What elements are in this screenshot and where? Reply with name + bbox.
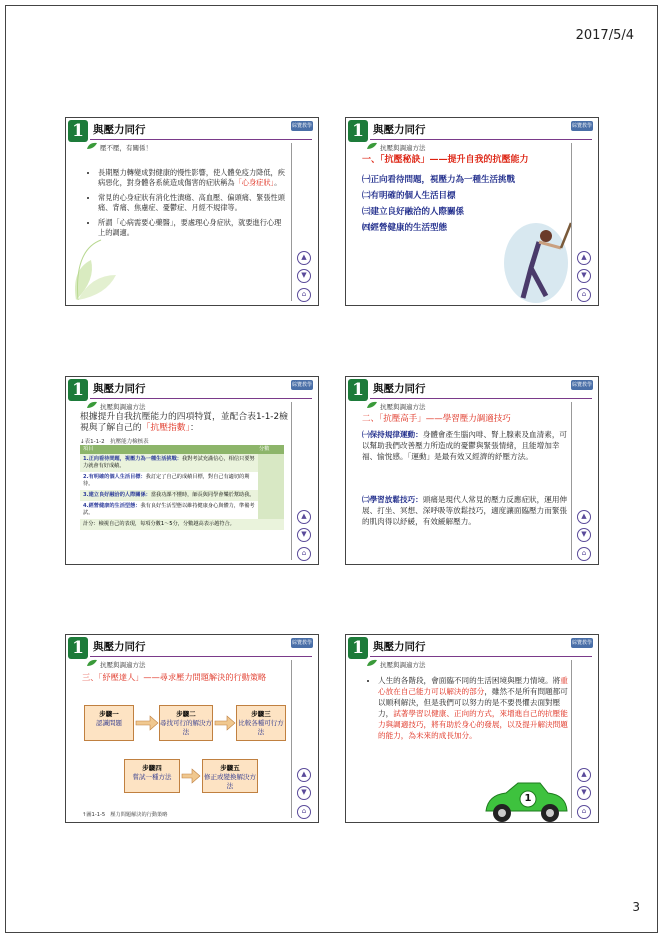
nav-home-button[interactable]: ⌂ (577, 288, 591, 302)
arrow-icon (136, 716, 158, 730)
nav-home-button[interactable]: ⌂ (297, 547, 311, 561)
slide-header (66, 377, 318, 399)
table-header-item: 項目 (83, 446, 94, 452)
table-row: 1.正向看待問題，視壓力為一種生活挑戰：我對考試充滿信心，相信只要努力就會有好成績。 (80, 454, 284, 472)
slide-3[interactable] (65, 376, 319, 565)
bullet-item: • 人生的各階段，會面臨不同的生活困境與壓力情境。將重心放在自己能力可以解決的部分，雖然不是所有問題都可以順利解決，但是我們可以努力的是不要畏懼去面對壓力，試著學習以健康、正向的方式，來增進自己的抗壓能力與調適技巧，將有助於身心的發展，以及提升解決問題的能力，為未來的成長加分。 (378, 675, 568, 741)
list-item: ㈡有明確的個人生活目標 (362, 191, 456, 201)
table-footer: 計分：檢視自己的表現，每項分數1～5分，分數越高表示越符合。 (83, 521, 235, 527)
table-header-score: 分數 (259, 446, 270, 452)
bullet-list (368, 675, 568, 746)
overview-button[interactable]: 綜覽教學 (571, 382, 592, 388)
step-box: 步驟三 比較各種可行方法 (236, 705, 286, 741)
nav-up-button[interactable]: ▲ (297, 768, 311, 782)
leaf-icon (86, 142, 98, 150)
flow-arrows (66, 635, 319, 823)
nav-home-button[interactable]: ⌂ (577, 547, 591, 561)
bullet-item: • 長期壓力轉變成對健康的慢性影響，使人體免疫力降低，疾病惡化，對身體各系統造成傷害的症狀稱為「心身症狀」。 (98, 168, 288, 188)
baseball-player-illustration (501, 218, 576, 303)
slide-subtitle: 抗壓與調適方法 (100, 661, 146, 669)
slide-heading: 三、「紓壓達人」——尋求壓力問題解決的行動策略 (82, 672, 267, 682)
slide-subtitle: 抗壓與調適方法 (380, 403, 426, 411)
unit-title: 與壓力同行 (373, 383, 426, 395)
slide-header (66, 118, 318, 140)
step-box: 步驟二 尋找可行的解決方法 (159, 705, 213, 741)
nav-home-button[interactable]: ⌂ (297, 288, 311, 302)
nav-home-button[interactable]: ⌂ (297, 805, 311, 819)
nav-down-button[interactable]: ▼ (297, 528, 311, 542)
nav-down-button[interactable]: ▼ (577, 269, 591, 283)
unit-title: 與壓力同行 (93, 641, 146, 653)
nav-up-button[interactable]: ▲ (297, 510, 311, 524)
slide-subtitle: 抗壓與調適方法 (380, 661, 426, 669)
car-number: 1 (524, 793, 532, 804)
nav-divider (291, 660, 292, 818)
nav-up-button[interactable]: ▲ (577, 510, 591, 524)
slide-5[interactable] (65, 634, 319, 823)
intro-text: 根據提升自我抗壓能力的四項特質，並配合表1-1-2檢視與了解自己的「抗壓指數」： (80, 412, 288, 433)
arrow-icon (182, 769, 200, 783)
slide-4[interactable] (345, 376, 599, 565)
leaf-icon (366, 401, 378, 409)
slide-heading: 一、「抗壓秘訣」——提升自我的抗壓能力 (362, 155, 529, 165)
nav-up-button[interactable]: ▲ (297, 251, 311, 265)
page-number: 3 (632, 900, 640, 914)
overview-button[interactable]: 綜覽教學 (291, 123, 312, 129)
slide-subtitle: 壓不壓，有關係！ (100, 144, 152, 152)
header-divider (90, 398, 312, 399)
leaf-icon (366, 142, 378, 150)
list-item: ㈠正向看待問題，視壓力為一種生活挑戰 (362, 175, 516, 185)
table-row: 2.有明確的個人生活目標：我訂定了自己的成績目標，對自己有適切的期待。 (80, 472, 284, 490)
table-row: 3.建立良好融洽的人際關係：當我功課不懂時，師長與同學會樂於幫助我。 (80, 490, 284, 501)
slide-2[interactable] (345, 117, 599, 306)
bullet-list (88, 168, 288, 243)
overview-button[interactable]: 綜覽教學 (571, 123, 592, 129)
arrow-icon (215, 716, 235, 730)
table-row: 4.經營健康的生活型態：我有良好生活型態以維持健康身心與體力，準備考試。 (80, 501, 284, 519)
nav-down-button[interactable]: ▼ (577, 786, 591, 800)
overview-button[interactable]: 綜覽教學 (291, 382, 312, 388)
nav-divider (571, 660, 572, 818)
nav-home-button[interactable]: ⌂ (577, 805, 591, 819)
paragraph-1: ㈠保持規律運動：身體會產生腦內啡、腎上腺素及血清素，可以幫助我們改善壓力所造成的憂鬱與緊張情緒，且能增加幸福、愉悅感。「運動」是最有效又經濟的紓壓方法。 (362, 430, 568, 461)
slide-header (346, 377, 598, 399)
unit-badge: 1 (348, 379, 368, 401)
slide-subtitle: 抗壓與調適方法 (100, 403, 146, 411)
nav-up-button[interactable]: ▲ (577, 251, 591, 265)
nav-up-button[interactable]: ▲ (577, 768, 591, 782)
nav-down-button[interactable]: ▼ (297, 786, 311, 800)
slide-header (346, 118, 598, 140)
step-box: 步驟一 認識問題 (84, 705, 134, 741)
resilience-table (80, 445, 284, 530)
header-divider (370, 139, 592, 140)
slide-header (346, 635, 598, 657)
bullet-item: • 所謂「心病需要心藥醫」，要處理心身症狀，就要進行心理上的調適。 (98, 218, 288, 238)
bullet-item: • 常見的心身症狀有消化性潰瘍、高血壓、偏頭痛、緊張性頭痛、背痛、焦慮症、憂鬱症、月經不規律等。 (98, 193, 288, 213)
nav-divider (571, 143, 572, 301)
print-date: 2017/5/4 (575, 28, 634, 43)
unit-title: 與壓力同行 (93, 124, 146, 136)
nav-divider (571, 402, 572, 560)
unit-badge: 1 (348, 637, 368, 659)
unit-title: 與壓力同行 (93, 383, 146, 395)
step-box: 步驟四 嘗試一種方法 (124, 759, 180, 793)
nav-down-button[interactable]: ▼ (297, 269, 311, 283)
paragraph-2: ㈡學習放鬆技巧：頭痛是現代人常見的壓力反應症狀，運用伸展、打坐、冥想、深呼吸等放鬆技巧，適度讓面臨壓力而緊張的肌肉得以紓緩，有效緩解壓力。 (362, 495, 568, 526)
slide-subtitle: 抗壓與調適方法 (380, 144, 426, 152)
nav-down-button[interactable]: ▼ (577, 528, 591, 542)
unit-badge: 1 (348, 120, 368, 142)
list-item: ㈣經營健康的生活型態 (362, 223, 448, 233)
table-caption: ↓表1-1-2 抗壓能力檢核表 (80, 439, 149, 445)
header-divider (90, 139, 312, 140)
nav-divider (291, 402, 292, 560)
unit-title: 與壓力同行 (373, 124, 426, 136)
leaf-icon (86, 401, 98, 409)
header-divider (370, 398, 592, 399)
unit-badge: 1 (68, 120, 88, 142)
overview-button[interactable]: 綜覽教學 (571, 640, 592, 646)
header-divider (370, 656, 592, 657)
unit-badge: 1 (68, 637, 88, 659)
figure-caption: ↑圖1-1-5 壓力問題解決的行動策略 (82, 812, 168, 818)
step-box: 步驟五 修正或變換解決方法 (202, 759, 258, 793)
unit-title: 與壓力同行 (373, 641, 426, 653)
slide-6[interactable] (345, 634, 599, 823)
list-item: ㈢建立良好融洽的人際關係 (362, 207, 465, 217)
nav-divider (291, 143, 292, 301)
leaf-icon (366, 659, 378, 667)
slide-1[interactable] (65, 117, 319, 306)
slide-heading: 二、「抗壓高手」——學習壓力調適技巧 (362, 414, 511, 424)
overview-button[interactable]: 綜覽教學 (291, 640, 312, 646)
unit-badge: 1 (68, 379, 88, 401)
